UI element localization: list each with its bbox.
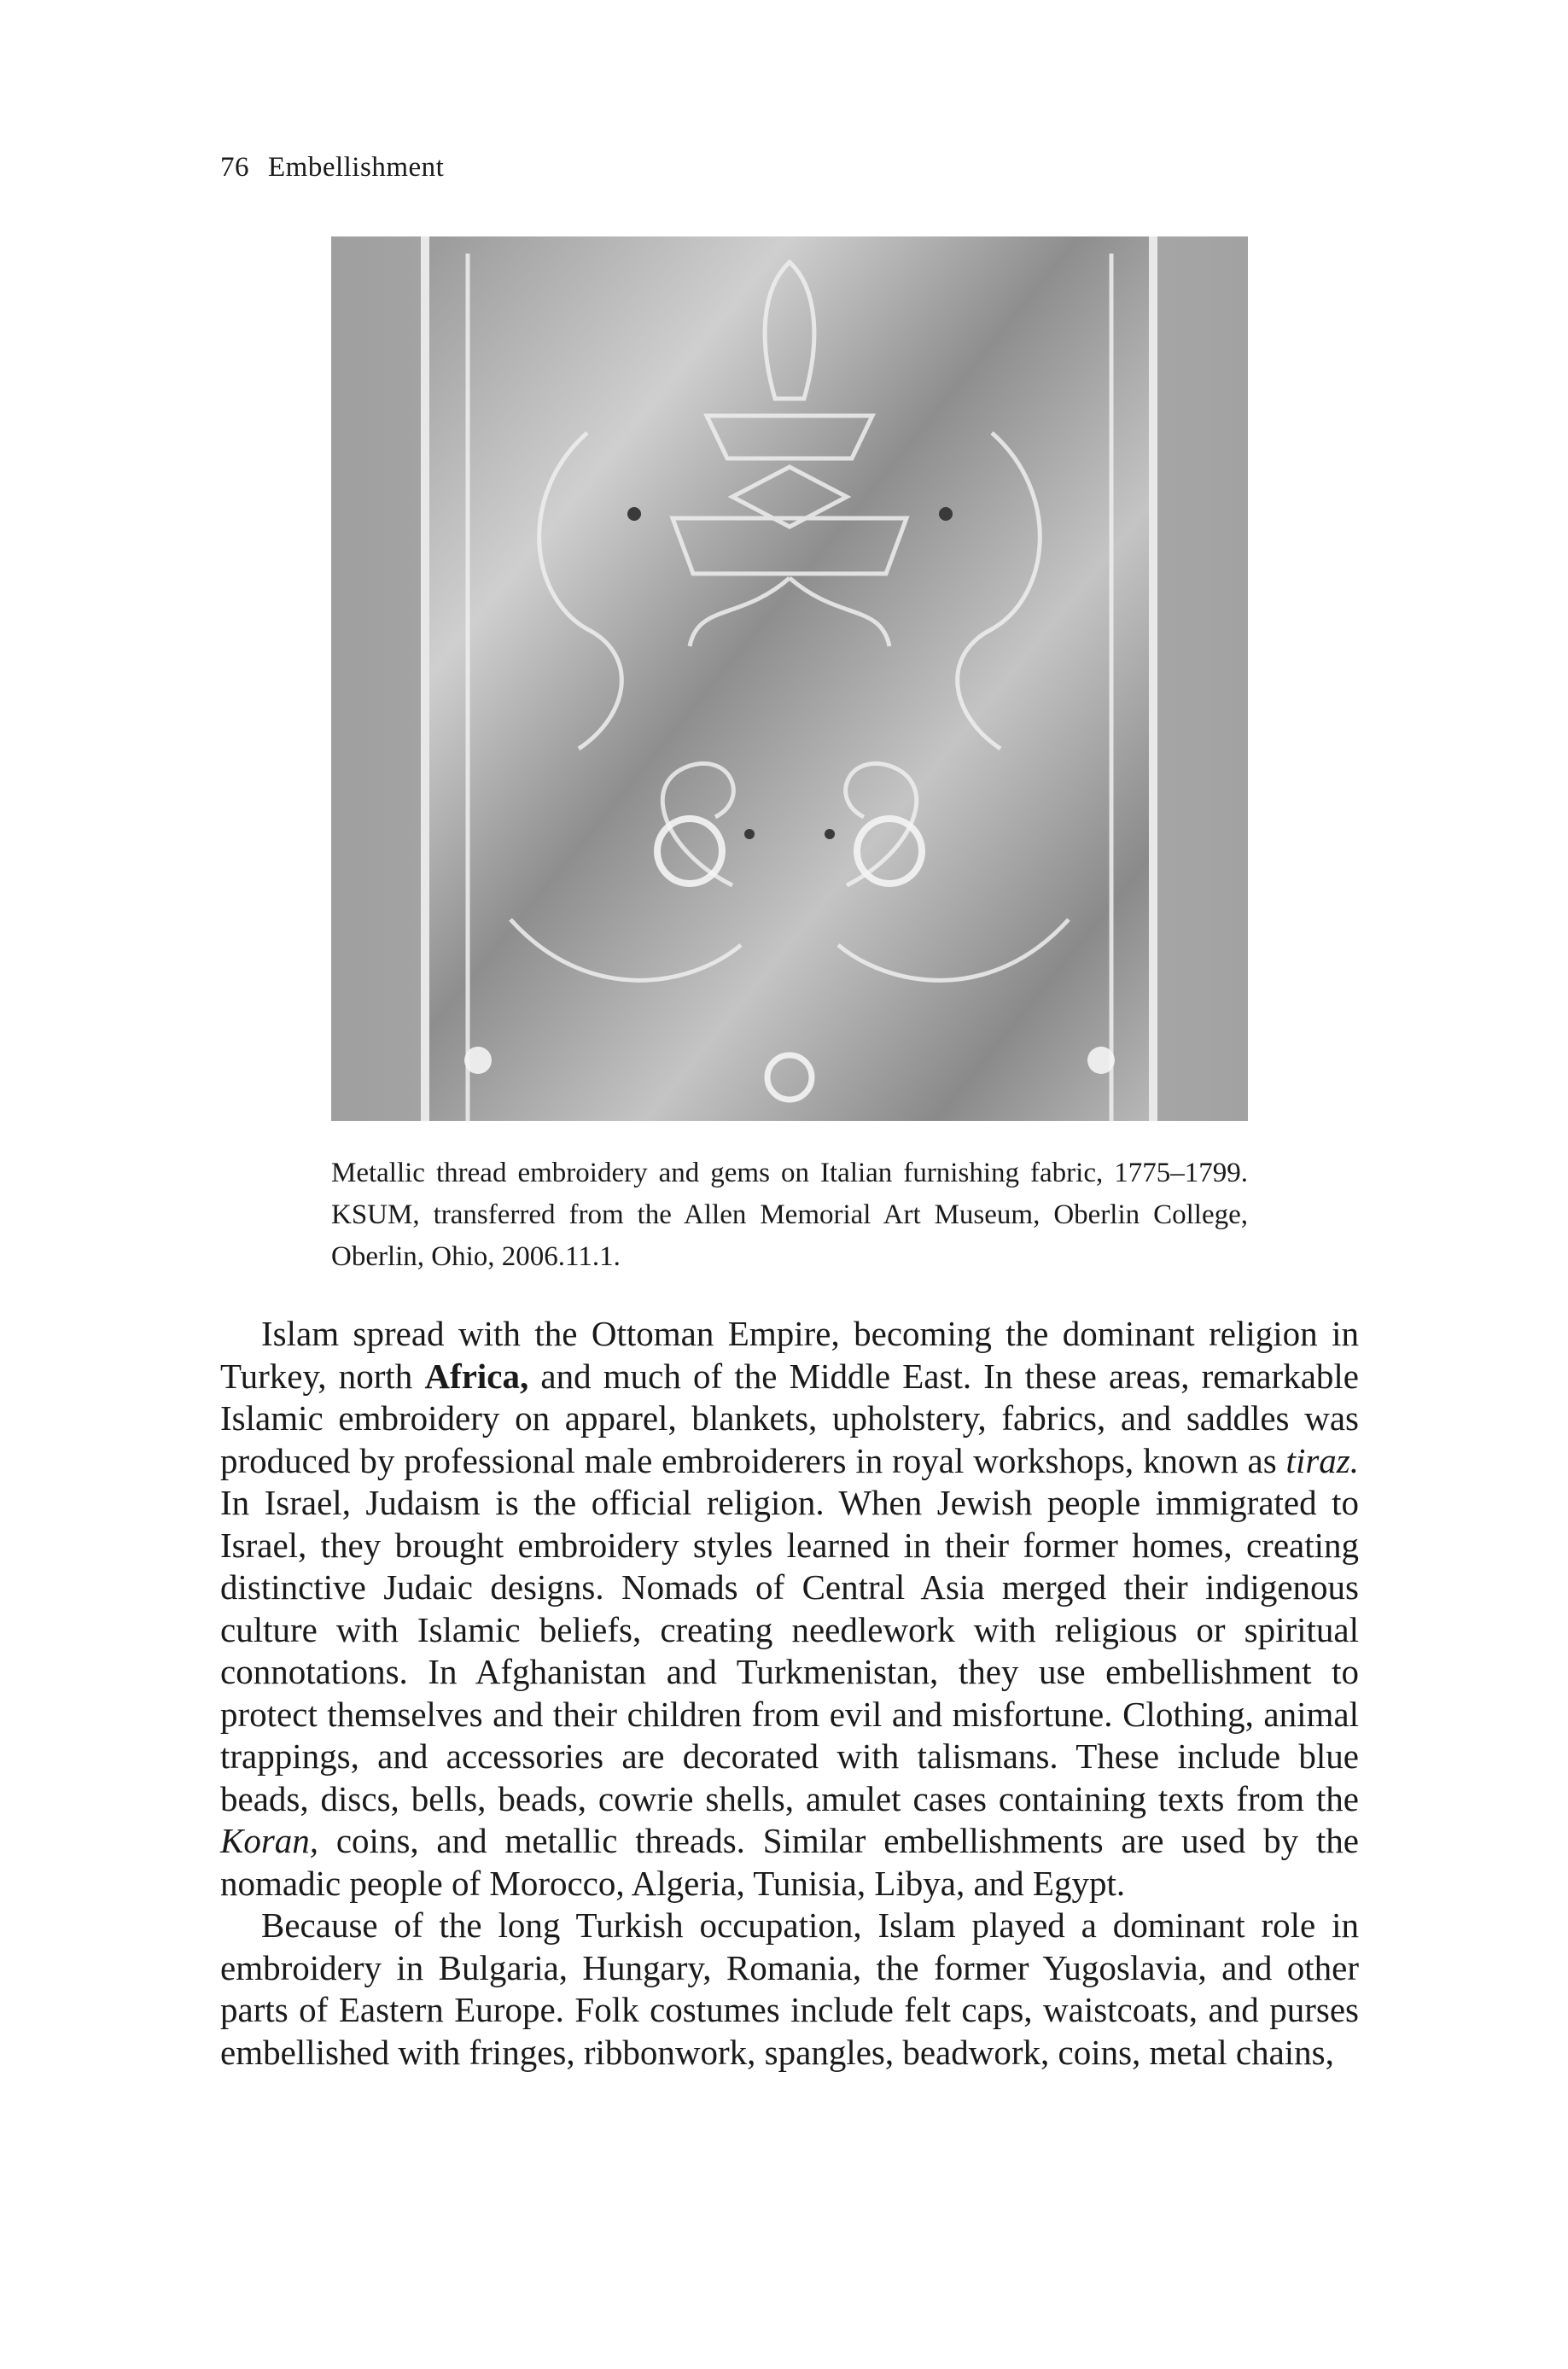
paragraph-1-text: coins, and metallic threads. Similar embellishments are used by the nomadic people of Morocco, Algeria, Tunisia, Libya, and Egypt. <box>220 1821 1359 1903</box>
body-text <box>220 1313 1359 2074</box>
figure-caption: Metallic thread embroidery and gems on Italian furnishing fabric, 1775–1799. KSUM, transferred from the Allen Memorial Art Museum, Oberlin College, Oberlin, Ohio, 2006.11.1. <box>331 1158 1248 1272</box>
paragraph-1-text: and much of the Middle East. In these areas, remarkable Islamic embroidery on apparel, blankets, upholstery, fabrics, and saddles was produced by professional male embroiderers in royal workshops, known as <box>220 1356 1359 1480</box>
page-number: 76 <box>220 152 249 183</box>
running-head <box>220 152 444 184</box>
paragraph-1 <box>220 1313 1359 1905</box>
bold-term-africa: Africa, <box>424 1356 529 1396</box>
embroidered-fabric-photo <box>331 236 1248 1121</box>
paragraph-1-text: In Israel, Judaism is the official religion. When Jewish people immigrated to Israel, they brought embroidery styles learned in their former homes, creating distinctive Judaic designs. Nomads of Central Asia merged their indigenous culture with Islamic beliefs, creating needlework with religious or spiritual connotations. In Afghanistan and Turkmenistan, they use embellishment to protect themselves and their children from evil and misfortune. Clothing, animal trappings, and accessories are decorated with talismans. These include blue beads, discs, bells, beads, cowrie shells, amulet cases containing texts from the <box>220 1483 1359 1818</box>
italic-term-koran: Koran, <box>220 1821 319 1860</box>
paragraph-2: Because of the long Turkish occupation, Islam played a dominant role in embroidery in Bulgaria, Hungary, Romania, the former Yugoslavia, and other parts of Eastern Europe. Folk costumes include felt caps, waistcoats, and purses embellished with fringes, ribbonwork, spangles, beadwork, coins, metal chains, <box>220 1905 1359 2072</box>
italic-term-tiraz: tiraz. <box>1285 1440 1359 1480</box>
paragraph-1-text: Islam spread with the Ottoman Empire, becoming the dominant religion in Turkey, north <box>220 1314 1359 1396</box>
running-title: Embellishment <box>268 152 445 183</box>
